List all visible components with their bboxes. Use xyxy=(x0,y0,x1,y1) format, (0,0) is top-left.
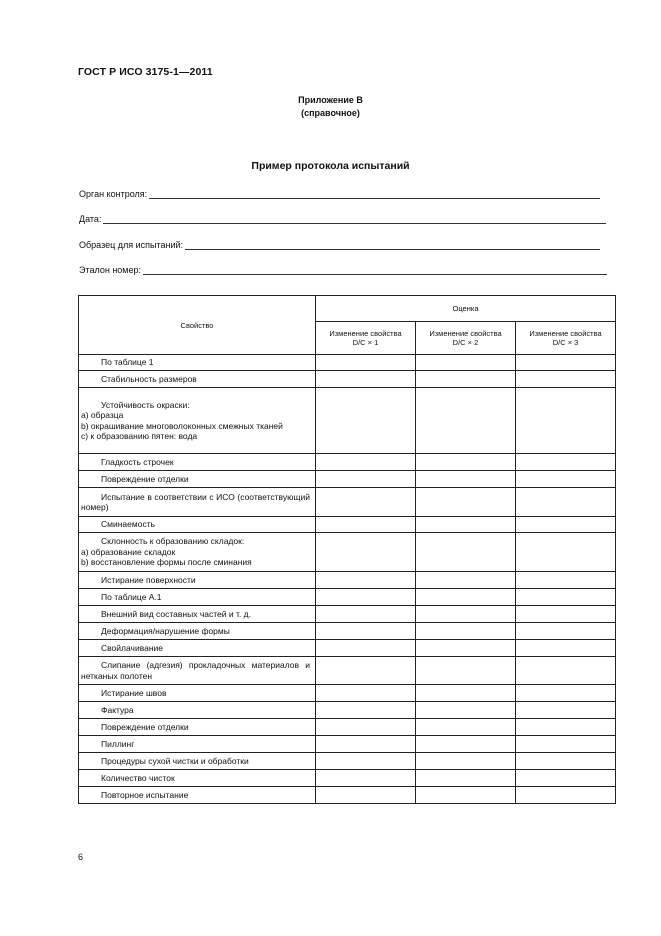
table-row xyxy=(79,572,616,589)
property-cell xyxy=(79,623,316,640)
rating-cell[interactable] xyxy=(416,388,516,454)
table-row xyxy=(79,488,616,517)
rating-cell[interactable] xyxy=(416,572,516,589)
table-row xyxy=(79,589,616,606)
rating-cell[interactable] xyxy=(316,572,416,589)
rating-cell[interactable] xyxy=(516,517,616,533)
rating-cell[interactable] xyxy=(416,533,516,572)
rating-column-line1: Изменение свойства xyxy=(429,329,502,338)
rating-column-header xyxy=(516,322,616,355)
annex-title: Приложение В xyxy=(298,95,363,105)
rating-column-line1: Изменение свойства xyxy=(529,329,602,338)
property-text: Свойлачивание xyxy=(101,642,164,653)
property-cell xyxy=(79,371,316,388)
rating-column-header xyxy=(316,322,416,355)
property-text: a) образца xyxy=(81,410,124,420)
rating-cell[interactable] xyxy=(316,371,416,388)
rating-cell[interactable] xyxy=(416,770,516,787)
field-label: Дата: xyxy=(79,214,102,224)
property-text: Пиллинг xyxy=(101,738,135,749)
rating-cell[interactable] xyxy=(316,657,416,685)
property-text: Повреждение отделки xyxy=(101,473,189,484)
property-text: Процедуры сухой чистки и обработки xyxy=(101,755,249,766)
rating-cell[interactable] xyxy=(516,355,616,371)
property-cell xyxy=(79,770,316,787)
property-cell xyxy=(79,719,316,736)
rating-cell[interactable] xyxy=(316,753,416,770)
page-number: 6 xyxy=(78,852,84,862)
property-cell xyxy=(79,517,316,533)
property-cell xyxy=(79,388,316,454)
property-text: c) к образованию пятен: вода xyxy=(81,431,198,441)
rating-cell[interactable] xyxy=(316,606,416,623)
rating-cell[interactable] xyxy=(516,640,616,657)
field-control-body xyxy=(79,189,600,199)
property-text: Внешний вид составных частей и т. д. xyxy=(101,608,251,619)
property-header: Свойство xyxy=(79,296,316,355)
table-row xyxy=(79,606,616,623)
rating-cell[interactable] xyxy=(516,572,616,589)
table-row xyxy=(79,770,616,787)
property-cell xyxy=(79,657,316,685)
table-row xyxy=(79,685,616,702)
rating-cell[interactable] xyxy=(516,454,616,471)
rating-cell[interactable] xyxy=(516,753,616,770)
rating-cell[interactable] xyxy=(316,589,416,606)
fill-line xyxy=(185,241,600,250)
rating-cell[interactable] xyxy=(316,685,416,702)
table-row xyxy=(79,719,616,736)
rating-cell[interactable] xyxy=(516,488,616,517)
property-text: Повреждение отделки xyxy=(101,721,189,732)
rating-cell[interactable] xyxy=(416,753,516,770)
rating-cell[interactable] xyxy=(416,371,516,388)
table-row xyxy=(79,355,616,371)
rating-cell[interactable] xyxy=(416,719,516,736)
fill-line xyxy=(149,190,600,199)
table-row xyxy=(79,787,616,804)
table-row xyxy=(79,388,616,454)
rating-header: Оценка xyxy=(316,296,616,322)
property-text: Стабильность размеров xyxy=(101,373,197,384)
rating-cell[interactable] xyxy=(416,640,516,657)
rating-cell[interactable] xyxy=(516,719,616,736)
property-cell xyxy=(79,753,316,770)
table-row xyxy=(79,533,616,572)
rating-cell[interactable] xyxy=(416,702,516,719)
rating-cell[interactable] xyxy=(516,623,616,640)
rating-cell[interactable] xyxy=(416,471,516,488)
field-label: Орган контроля: xyxy=(79,189,148,199)
rating-cell[interactable] xyxy=(316,787,416,804)
rating-cell[interactable] xyxy=(416,517,516,533)
annex-block xyxy=(0,94,661,120)
rating-cell[interactable] xyxy=(316,736,416,753)
rating-column-line2: D/C × 1 xyxy=(352,338,379,347)
rating-cell[interactable] xyxy=(316,471,416,488)
rating-cell[interactable] xyxy=(516,702,616,719)
property-text: Испытание в соответствии с ИСО (соответствующий номер) xyxy=(81,491,310,512)
property-text: Склонность к образованию складок: xyxy=(101,536,245,547)
rating-cell[interactable] xyxy=(416,488,516,517)
rating-cell[interactable] xyxy=(416,685,516,702)
field-date xyxy=(79,214,606,224)
rating-cell[interactable] xyxy=(416,623,516,640)
table-row xyxy=(79,454,616,471)
rating-cell[interactable] xyxy=(416,355,516,371)
rating-cell[interactable] xyxy=(516,736,616,753)
rating-cell[interactable] xyxy=(516,787,616,804)
property-text: Количество чисток xyxy=(101,772,175,783)
rating-cell[interactable] xyxy=(516,471,616,488)
rating-cell[interactable] xyxy=(516,388,616,454)
rating-cell[interactable] xyxy=(316,719,416,736)
property-cell xyxy=(79,606,316,623)
table-row xyxy=(79,657,616,685)
rating-column-line1: Изменение свойства xyxy=(329,329,402,338)
property-cell xyxy=(79,533,316,572)
rating-cell[interactable] xyxy=(416,454,516,471)
property-text: Сминаемость xyxy=(101,519,156,530)
property-cell xyxy=(79,572,316,589)
table-row xyxy=(79,371,616,388)
table-row xyxy=(79,640,616,657)
rating-cell[interactable] xyxy=(516,589,616,606)
property-text: По таблице 1 xyxy=(101,357,154,368)
rating-cell[interactable] xyxy=(416,736,516,753)
table-row xyxy=(79,753,616,770)
table-row xyxy=(79,623,616,640)
rating-cell[interactable] xyxy=(316,517,416,533)
rating-cell[interactable] xyxy=(416,589,516,606)
fill-line xyxy=(143,266,607,275)
property-text: Деформация/нарушение формы xyxy=(101,625,230,636)
rating-cell[interactable] xyxy=(416,606,516,623)
rating-cell[interactable] xyxy=(516,657,616,685)
property-text: b) восстановление формы после сминания xyxy=(81,557,252,568)
field-label: Эталон номер: xyxy=(79,265,141,275)
property-cell xyxy=(79,488,316,517)
document-title: Пример протокола испытаний xyxy=(251,160,410,172)
property-text: Гладкость строчек xyxy=(101,456,174,467)
field-label: Образец для испытаний: xyxy=(79,240,184,250)
property-text: Истирание поверхности xyxy=(101,574,196,585)
rating-cell[interactable] xyxy=(516,533,616,572)
standard-header: ГОСТ Р ИСО 3175-1—2011 xyxy=(78,66,213,78)
rating-cell[interactable] xyxy=(516,371,616,388)
table-row xyxy=(79,736,616,753)
property-cell xyxy=(79,471,316,488)
property-cell xyxy=(79,640,316,657)
property-text: По таблице А.1 xyxy=(101,591,162,602)
rating-cell[interactable] xyxy=(316,770,416,787)
property-cell xyxy=(79,787,316,804)
rating-cell[interactable] xyxy=(416,657,516,685)
property-text: Фактура xyxy=(101,704,134,715)
table-row xyxy=(79,702,616,719)
field-reference-number xyxy=(79,265,607,275)
property-text: Устойчивость окраски: xyxy=(101,399,190,410)
rating-cell[interactable] xyxy=(316,623,416,640)
rating-cell[interactable] xyxy=(516,770,616,787)
property-cell xyxy=(79,736,316,753)
property-text: a) образование складок xyxy=(81,546,176,557)
rating-cell[interactable] xyxy=(516,685,616,702)
annex-note: (справочное) xyxy=(301,108,360,118)
property-text: b) окрашивание многоволоконных смежных тканей xyxy=(81,420,283,431)
rating-cell[interactable] xyxy=(516,606,616,623)
test-report-table xyxy=(78,295,616,804)
rating-cell[interactable] xyxy=(316,640,416,657)
property-text: Истирание швов xyxy=(101,687,167,698)
table-row xyxy=(79,517,616,533)
rating-cell[interactable] xyxy=(416,787,516,804)
property-cell xyxy=(79,702,316,719)
rating-cell[interactable] xyxy=(316,355,416,371)
property-cell xyxy=(79,454,316,471)
property-cell xyxy=(79,355,316,371)
property-cell xyxy=(79,589,316,606)
rating-cell[interactable] xyxy=(316,454,416,471)
property-text: Слипание (адгезия) прокладочных материалов и нетканых полотен xyxy=(81,660,310,681)
rating-cell[interactable] xyxy=(316,488,416,517)
property-text: Повторное испытание xyxy=(101,789,189,800)
rating-column-line2: D/C × 3 xyxy=(552,338,579,347)
field-test-sample xyxy=(79,240,600,250)
rating-cell[interactable] xyxy=(316,388,416,454)
rating-column-line2: D/C × 2 xyxy=(452,338,479,347)
rating-cell[interactable] xyxy=(316,533,416,572)
property-cell xyxy=(79,685,316,702)
fill-line xyxy=(103,215,606,224)
rating-column-header xyxy=(416,322,516,355)
rating-cell[interactable] xyxy=(316,702,416,719)
table-row xyxy=(79,471,616,488)
